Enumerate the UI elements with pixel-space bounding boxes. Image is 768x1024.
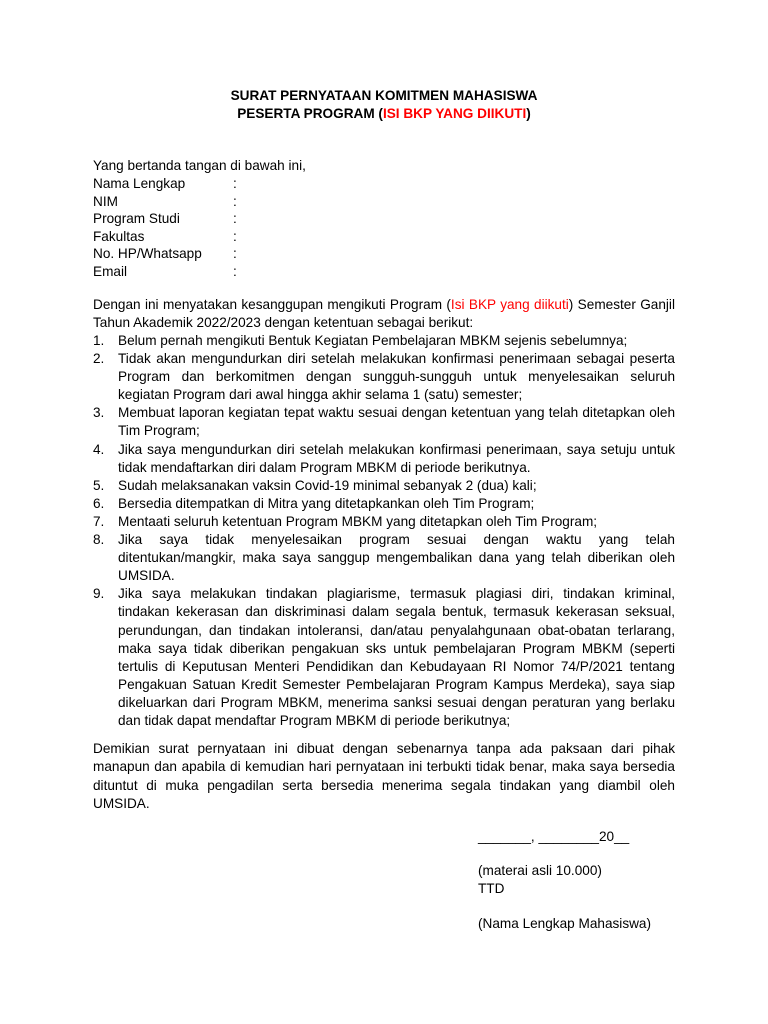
statement-prefix: Dengan ini menyatakan kesanggupan mengikuti Program ( xyxy=(93,297,451,312)
list-item-text: Bersedia ditempatkan di Mitra yang ditetapkankan oleh Tim Program; xyxy=(118,495,535,511)
field-label-name: Nama Lengkap xyxy=(93,176,186,191)
field-label-phone: No. HP/Whatsapp xyxy=(93,246,202,262)
list-item-number: 5. xyxy=(93,477,105,493)
list-item-text: Mentaati seluruh ketentuan Program MBKM yang ditetapkan oleh Tim Program; xyxy=(118,513,598,529)
list-item-number: 9. xyxy=(93,586,105,602)
list-item-text: Membuat laporan kegiatan tepat waktu sesuai dengan ketentuan yang telah ditetapkan oleh Tim Program; xyxy=(118,405,675,439)
closing-paragraph: Demikian surat pernyataan ini dibuat dengan sebenarnya tanpa ada paksaan dari pihak manapun dan apabila di kemudian hari pernyataan ini terbukti tidak benar, maka saya bersedia dituntut di muka pengadilan serta bersedia menerima segala tindakan yang diambil oleh UMSIDA. xyxy=(93,741,675,811)
field-label-program-studi: Program Studi xyxy=(93,211,180,227)
list-item-number: 3. xyxy=(93,405,105,421)
terms-list xyxy=(93,332,675,730)
statement-paragraph xyxy=(93,296,675,333)
list-item-text: Belum pernah mengikuti Bentuk Kegiatan Pembelajaran MBKM sejenis sebelumnya; xyxy=(118,333,628,348)
list-item-number: 4. xyxy=(93,441,105,457)
signature-ttd: TTD xyxy=(478,881,505,896)
list-item-text: Jika saya tidak menyelesaikan program sesuai dengan waktu yang telah ditentukan/mangkir, maka saya sanggup mengembalikan dana yang telah diberikan oleh UMSIDA. xyxy=(118,532,675,584)
list-item xyxy=(93,350,675,404)
title-line-1: SURAT PERNYATAAN KOMITMEN MAHASISWA xyxy=(230,88,538,103)
statement-suffix: ) Semester Ganjil Tahun Akademik 2022/2023 dengan ketentuan sebagai berikut: xyxy=(93,297,675,331)
list-item xyxy=(93,441,675,477)
title-line-2-prefix: PESERTA PROGRAM ( xyxy=(237,106,383,121)
identity-fields xyxy=(93,175,237,281)
list-item-text: Tidak akan mengundurkan diri setelah melakukan konfirmasi penerimaan sebagai peserta Program dan berkomitmen dengan sungguh-sungguh untuk menyelesaikan seluruh kegiatan Program dari awal hingga akhir selama 1 (satu) semester; xyxy=(118,351,675,403)
field-label-email: Email xyxy=(93,263,127,279)
field-colon: : xyxy=(233,211,237,227)
field-label-nim: NIM xyxy=(93,193,118,209)
list-item xyxy=(93,477,675,495)
document-title xyxy=(0,87,768,123)
field-row-phone xyxy=(93,245,237,263)
signature-date-line: _______, ________20__ xyxy=(478,829,630,844)
list-item xyxy=(93,332,675,350)
list-item-text: Sudah melaksanakan vaksin Covid-19 minimal sebanyak 2 (dua) kali; xyxy=(118,477,537,493)
field-row-program-studi xyxy=(93,210,237,228)
field-row-email xyxy=(93,263,237,281)
list-item-number: 8. xyxy=(93,532,105,548)
list-item-number: 7. xyxy=(93,513,105,529)
list-item-number: 6. xyxy=(93,495,105,511)
field-row-name xyxy=(93,175,237,193)
field-colon: : xyxy=(233,193,237,209)
field-colon: : xyxy=(233,176,237,191)
title-program-placeholder: ISI BKP YANG DIIKUTI xyxy=(382,106,527,121)
list-item xyxy=(93,585,675,730)
list-item xyxy=(93,513,675,531)
list-item-number: 2. xyxy=(93,351,105,367)
signature-materai: (materai asli 10.000) xyxy=(478,863,602,878)
field-colon: : xyxy=(233,246,237,262)
list-item xyxy=(93,404,675,440)
list-item-text: Jika saya melakukan tindakan plagiarisme, termasuk plagiasi diri, tindakan kriminal, tindakan kekerasan dan diskriminasi dalam segala bentuk, termasuk kekerasan seksual, perundungan, dan tindakan intoleransi, dan/atau penyalahgunaan obat-obatan terlarang, maka saya tidak diberikan pengakuan sks untuk pembelajaran Program MBKM (seperti tertulis di Keputusan Menteri Pendidikan dan Kebudayaan RI Nomor 74/P/2021 tentang Pengakuan Satuan Kredit Semester Pembelajaran Program Kampus Merdeka), saya siap dikeluarkan dari Program MBKM, menerima sanksi sesuai dengan peraturan yang berlaku dan tidak dapat mendaftar Program MBKM di periode berikutnya; xyxy=(118,586,675,728)
field-row-nim xyxy=(93,193,237,211)
title-line-2-suffix: ) xyxy=(526,106,531,121)
list-item xyxy=(93,531,675,585)
list-item-number: 1. xyxy=(93,333,105,348)
list-item-text: Jika saya mengundurkan diri setelah melakukan konfirmasi penerimaan, saya setuju untuk tidak mendaftarkan diri dalam Program MBKM di periode berikutnya. xyxy=(118,441,675,475)
title-line-2 xyxy=(0,105,768,123)
signature-name: (Nama Lengkap Mahasiswa) xyxy=(478,916,652,931)
statement-program-placeholder: Isi BKP yang diikuti xyxy=(450,297,569,312)
field-row-fakultas xyxy=(93,228,237,246)
field-colon: : xyxy=(233,263,237,279)
field-colon: : xyxy=(233,228,237,244)
identity-intro: Yang bertanda tangan di bawah ini, xyxy=(93,158,306,173)
list-item xyxy=(93,495,675,513)
field-label-fakultas: Fakultas xyxy=(93,228,145,244)
